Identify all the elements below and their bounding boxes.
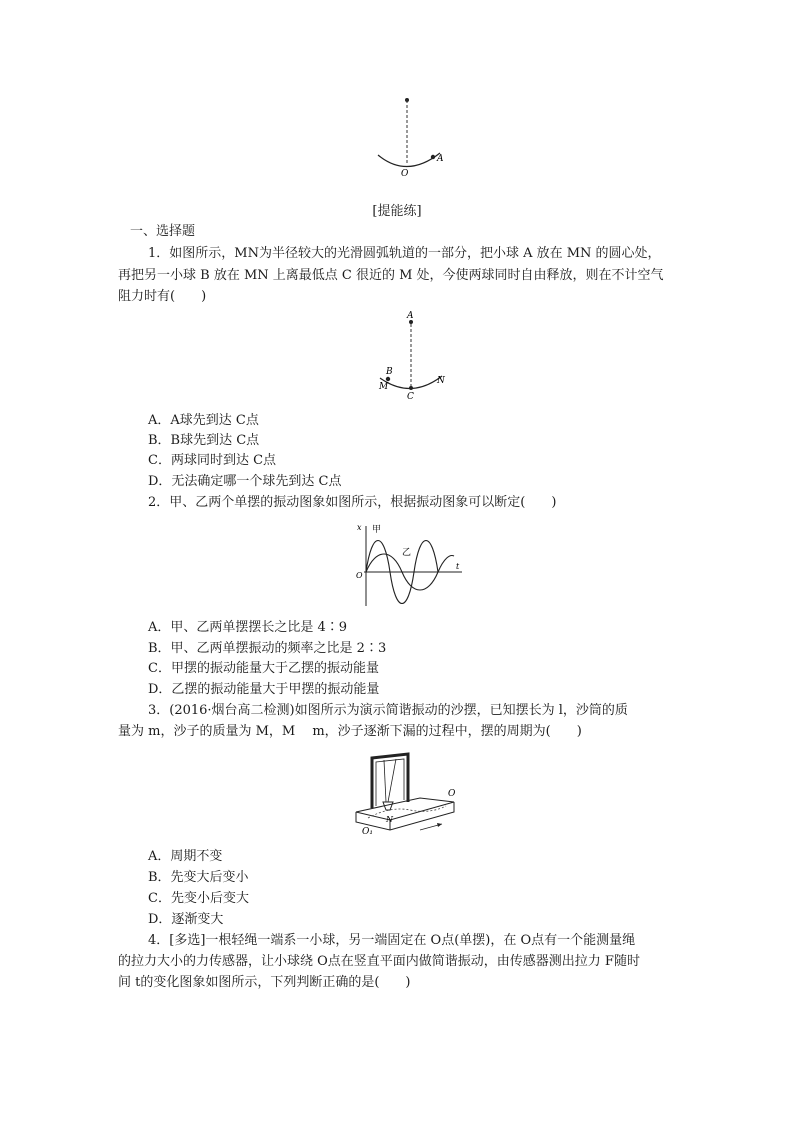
q1-line-1: 1．如图所示，MN为半径较大的光滑圆弧轨道的一部分，把小球 A 放在 MN 的圆心处， (148, 246, 661, 261)
q3-option-d: D．逐渐变大 (148, 912, 224, 927)
pendulum-arc-figure (370, 95, 450, 180)
q1-figure (370, 308, 455, 403)
q1-label-b: B (386, 367, 393, 377)
q1-label-m: M (379, 382, 389, 392)
q4-line-3: 间 t的变化图象如图所示，下列判断正确的是( ) (118, 975, 411, 990)
q1-line-2: 再把另一小球 B 放在 MN 上离最低点 C 很近的 M 处，今使两球同时自由释放，则在不计空气 (118, 268, 664, 283)
q4-line-1: 4．[多选]一根轻绳一端系一小球，另一端固定在 O点(单摆)，在 O点有一个能测量绳 (148, 933, 636, 948)
q3-label-n: N (386, 815, 393, 824)
q3-line-1: 3．(2016·烟台高二检测)如图所示为演示简谐振动的沙摆，已知摆长为 l，沙筒的质 (148, 703, 628, 718)
q1-line-3: 阻力时有( ) (118, 289, 207, 304)
q3-option-b: B．先变大后变小 (148, 870, 249, 885)
q2-line-1: 2．甲、乙两个单摆的振动图象如图所示，根据振动图象可以断定( ) (148, 495, 557, 510)
q2-label-x: x (357, 523, 362, 532)
q1-label-c: C (407, 392, 414, 402)
q2-option-d: D．乙摆的振动能量大于甲摆的振动能量 (148, 682, 380, 697)
q2-option-a: A．甲、乙两单摆摆长之比是 4∶9 (148, 620, 348, 635)
q3-label-o: O (448, 789, 456, 799)
q3-frame-inner (376, 759, 404, 806)
q1-option-a: A．A球先到达 C点 (148, 413, 259, 428)
q1-option-c: C．两球同时到达 C点 (148, 453, 277, 468)
q2-label-jia: 甲 (372, 525, 382, 535)
ball-b (386, 377, 390, 381)
section-heading: [提能练] (372, 204, 422, 219)
q2-label-o: O (356, 571, 363, 580)
label-a: A (437, 154, 444, 164)
q2-vibration-graph (352, 520, 472, 608)
q2-label-t: t (456, 562, 460, 571)
q1-option-d: D．无法确定哪一个球先到达 C点 (148, 474, 342, 489)
label-o: O (401, 169, 409, 179)
q3-option-c: C．先变小后变大 (148, 891, 249, 906)
q2-option-c: C．甲摆的振动能量大于乙摆的振动能量 (148, 661, 379, 676)
section-subheading: 一、选择题 (130, 224, 196, 239)
q3-arrow-head (437, 823, 442, 827)
q1-label-n: N (437, 376, 445, 386)
q4-line-2: 的拉力大小的力传感器，让小球绕 O点在竖直平面内做简谐振动，由传感器测出拉力 F随时 (118, 954, 640, 969)
q1-option-b: B．B球先到达 C点 (148, 433, 260, 448)
q3-label-o1: O₁ (362, 827, 373, 837)
q1-label-a: A (407, 311, 414, 321)
q3-string-2 (388, 759, 396, 802)
q3-option-a: A．周期不变 (148, 849, 223, 864)
circular-arc (378, 153, 440, 167)
q3-string-1 (384, 760, 386, 802)
point-c (409, 386, 413, 390)
q2-option-b: B．甲、乙两单摆振动的频率之比是 2∶3 (148, 641, 387, 656)
q3-line-2: 量为 m，沙子的质量为 M，M m，沙子逐渐下漏的过程中，摆的周期为( ) (118, 724, 582, 739)
q3-sand-pendulum-figure (350, 750, 462, 838)
q3-sand-bucket (383, 802, 393, 810)
q2-label-yi: 乙 (402, 548, 412, 558)
ball-a (431, 155, 435, 159)
